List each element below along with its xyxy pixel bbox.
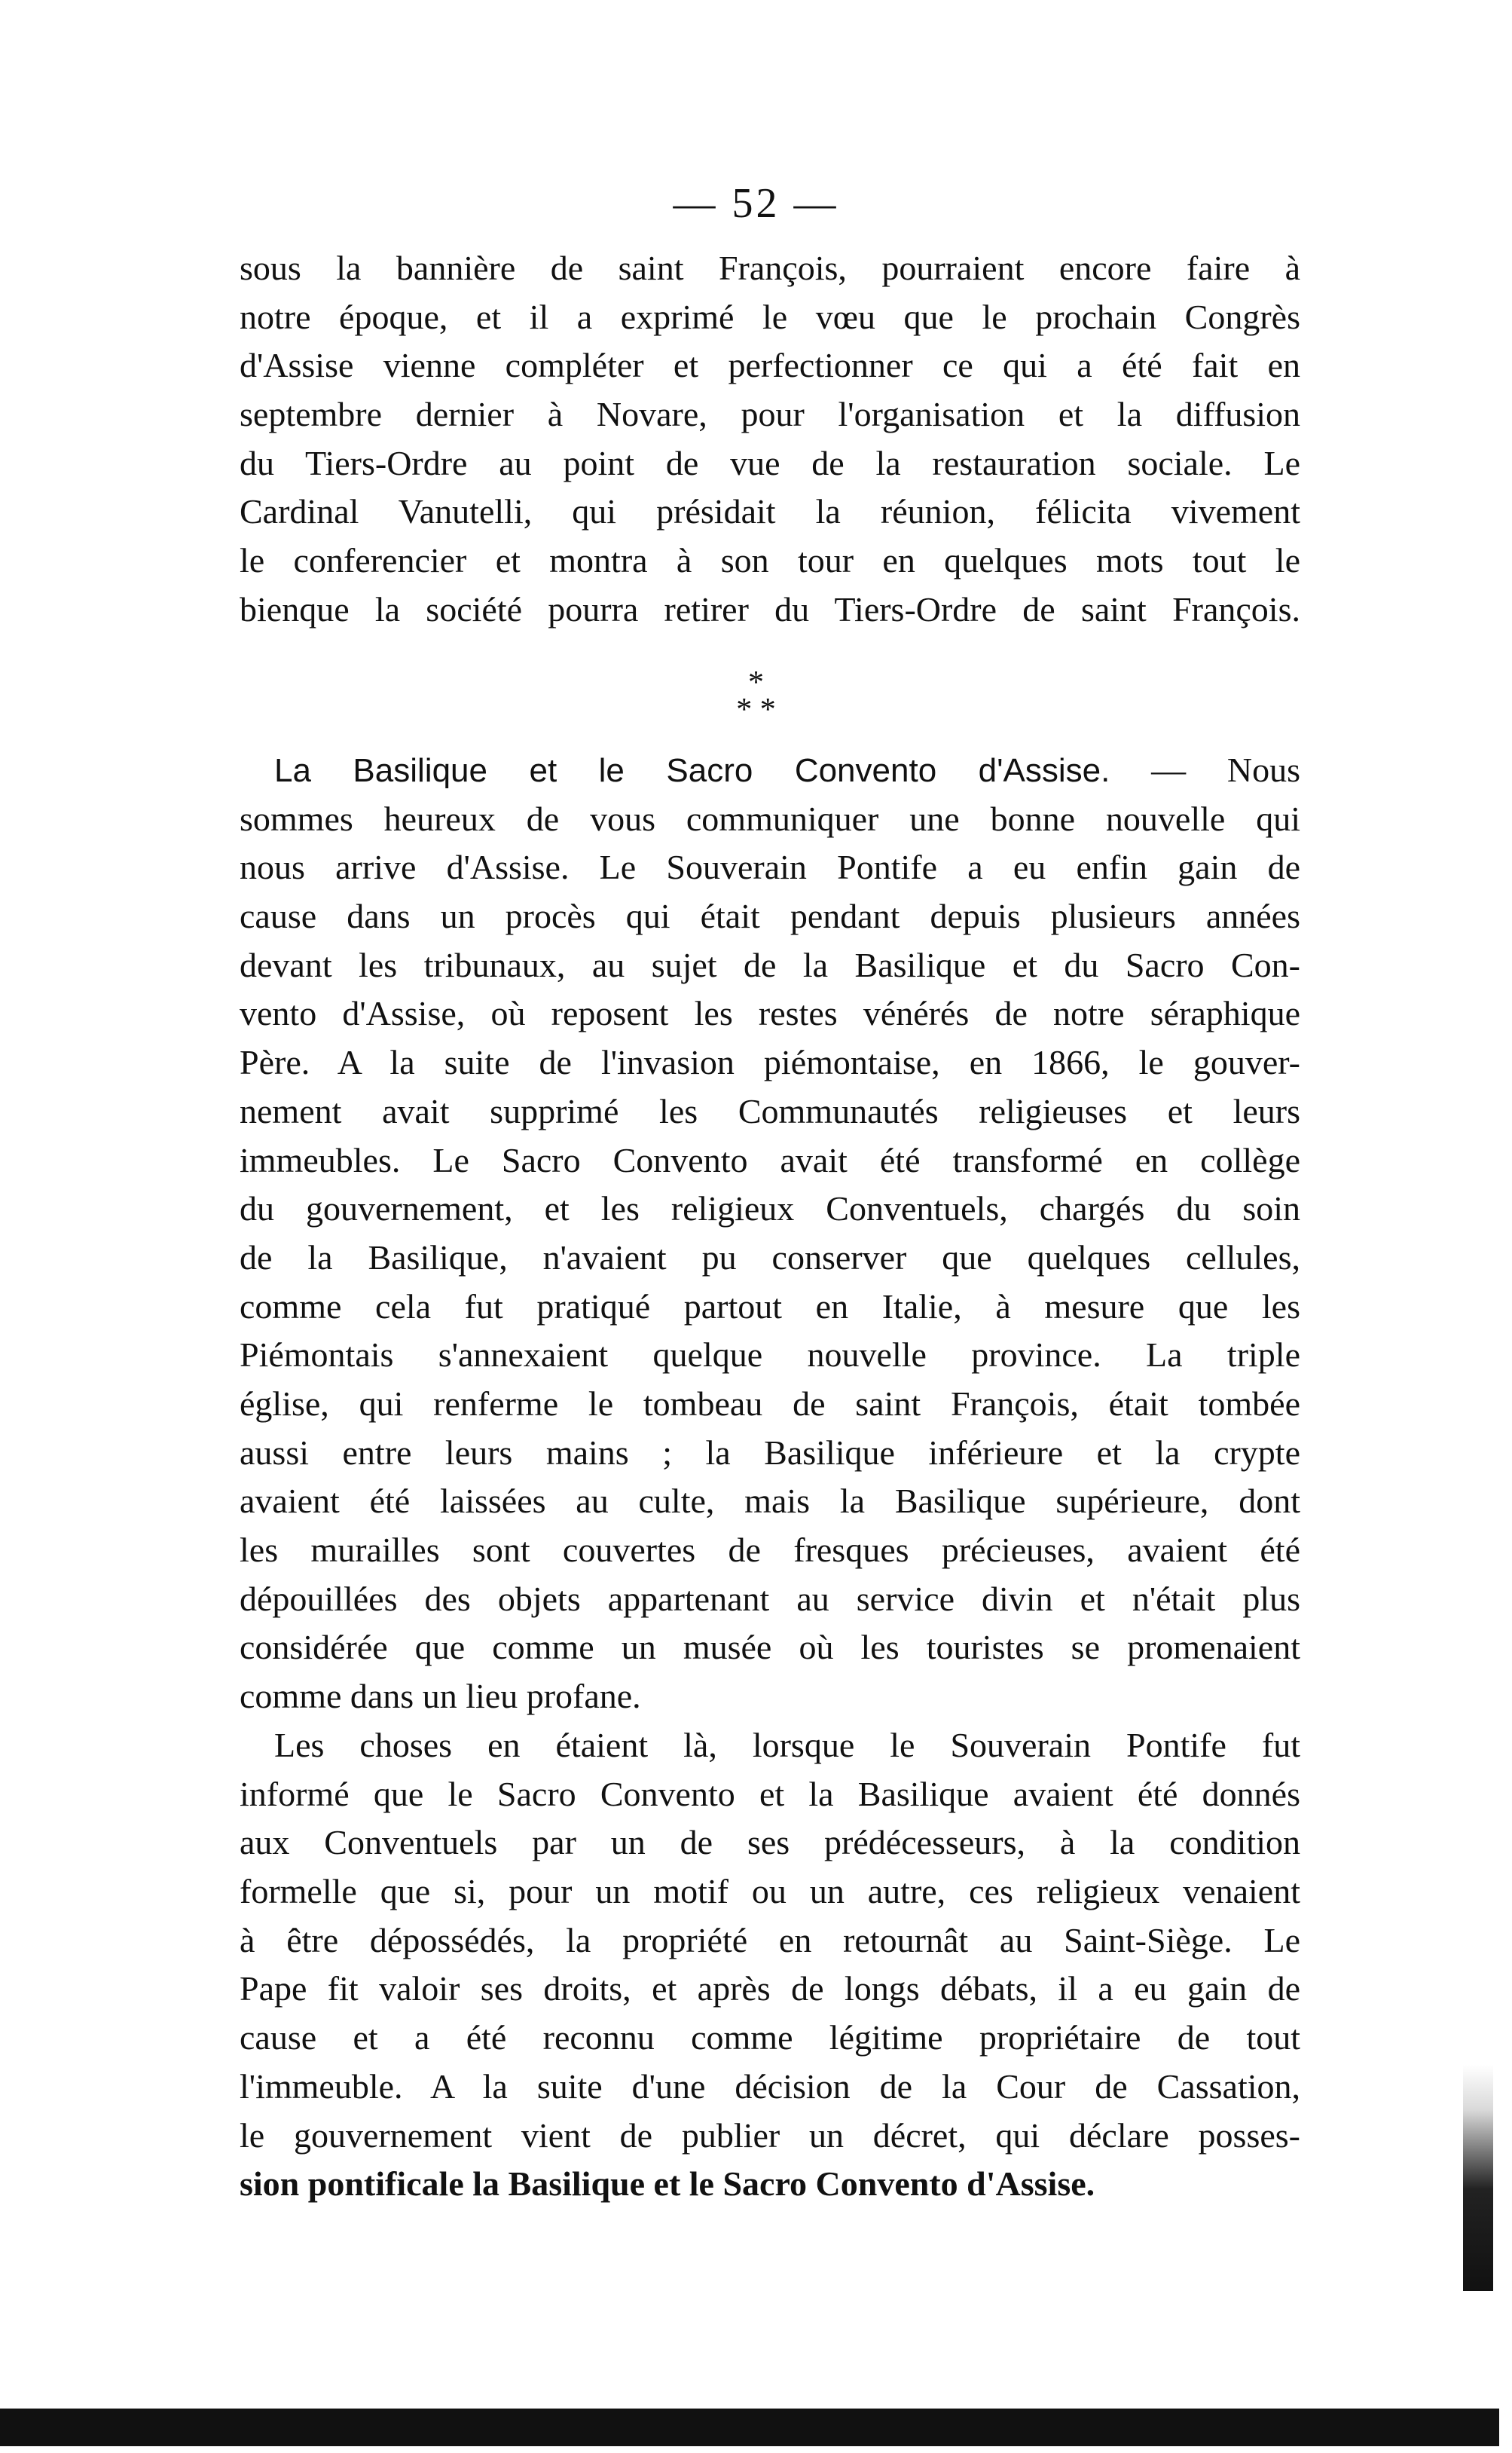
paragraph-3 (240, 1721, 1300, 2209)
text-line: Père. A la suite de l'invasion piémontaise, en 1866, le gouver- (240, 1043, 1300, 1082)
text-line: sous la bannière de saint François, pourraient encore faire à (240, 249, 1300, 287)
text-line: du gouvernement, et les religieux Conventuels, chargés du soin (240, 1189, 1300, 1228)
text-line: nous arrive d'Assise. Le Souverain Pontife a eu enfin gain de (240, 848, 1300, 887)
bottom-scan-border (0, 2409, 1499, 2446)
text-line: les murailles sont couvertes de fresques précieuses, avaient été (240, 1531, 1300, 1569)
text-line: dépouillées des objets appartenant au service divin et n'était plus (240, 1579, 1300, 1618)
page-number: — 52 — (673, 180, 839, 227)
text-line: de la Basilique, n'avaient pu conserver que quelques cellules, (240, 1237, 1300, 1277)
text-line: le conferencier et montra à son tour en quelques mots tout le (240, 541, 1300, 580)
text-line: informé que le Sacro Convento et la Basilique avaient été donnés (240, 1774, 1300, 1813)
section-heading: La Basilique et le Sacro Convento d'Assise. (274, 752, 1110, 789)
asterism-top: * (748, 665, 764, 700)
text-line: Pape fit valoir ses droits, et après de longs débats, il a eu gain de (240, 1969, 1300, 2008)
text-line: du Tiers-Ordre au point de vue de la restauration sociale. Le (240, 443, 1300, 482)
text-line: devant les tribunaux, au sujet de la Basilique et du Sacro Con- (240, 945, 1300, 984)
text-line: Les choses en étaient là, lorsque le Souverain Pontife fut (274, 1726, 1300, 1764)
text-line: sommes heureux de vous communiquer une bonne nouvelle qui (240, 799, 1300, 838)
page-edge-scan-artifact (1463, 2065, 1493, 2291)
section-separator-asterism (0, 665, 1512, 737)
text-line: formelle que si, pour un motif ou un autre, ces religieux venaient (240, 1872, 1300, 1911)
text-line: aussi entre leurs mains ; la Basilique inférieure et la crypte (240, 1433, 1300, 1472)
text-line: comme dans un lieu profane. (240, 1677, 641, 1716)
text-line: avaient été laissées au culte, mais la Basilique supérieure, dont (240, 1482, 1300, 1521)
asterism-bottom: * * (736, 693, 776, 727)
text-line: Piémontais s'annexaient quelque nouvelle province. La triple (240, 1335, 1300, 1375)
text-line: considérée que comme un musée où les touristes se promenaient (240, 1628, 1300, 1667)
text-line: vento d'Assise, où reposent les restes vénérés de notre séraphique (240, 994, 1300, 1033)
text-line: à être dépossédés, la propriété en retournât au Saint-Siège. Le (240, 1920, 1300, 1959)
text-line: église, qui renferme le tombeau de saint François, était tombée (240, 1384, 1300, 1423)
text-line: septembre dernier à Novare, pour l'organisation et la diffusion (240, 395, 1300, 434)
paragraph-1 (240, 244, 1300, 635)
text-line: l'immeuble. A la suite d'une décision de la Cour de Cassation, (240, 2066, 1300, 2106)
text-line: bienque la société pourra retirer du Tiers-Ordre de saint François. (240, 589, 1300, 629)
text-line: nement avait supprimé les Communautés religieuses et leurs (240, 1091, 1300, 1130)
text-line: aux Conventuels par un de ses prédécesseurs, à la condition (240, 1823, 1300, 1862)
text-line: sion pontificale la Basilique et le Sacro Convento d'Assise. (240, 2164, 1095, 2204)
text-line: d'Assise vienne compléter et perfectionner ce qui a été fait en (240, 346, 1300, 385)
text-line: comme cela fut pratiqué partout en Italie, à mesure que les (240, 1286, 1300, 1326)
heading-dash: — Nous (1151, 751, 1300, 789)
text-line: immeubles. Le Sacro Convento avait été transformé en collège (240, 1140, 1300, 1179)
text-line: cause dans un procès qui était pendant depuis plusieurs années (240, 897, 1300, 936)
text-line: le gouvernement vient de publier un décret, qui déclare posses- (240, 2115, 1300, 2155)
paragraph-2 (240, 746, 1300, 1721)
text-line: Cardinal Vanutelli, qui présidait la réunion, félicita vivement (240, 492, 1300, 531)
heading-line (240, 746, 1300, 795)
text-line: cause et a été reconnu comme légitime propriétaire de tout (240, 2018, 1300, 2057)
text-line: notre époque, et il a exprimé le vœu que le prochain Congrès (240, 297, 1300, 336)
